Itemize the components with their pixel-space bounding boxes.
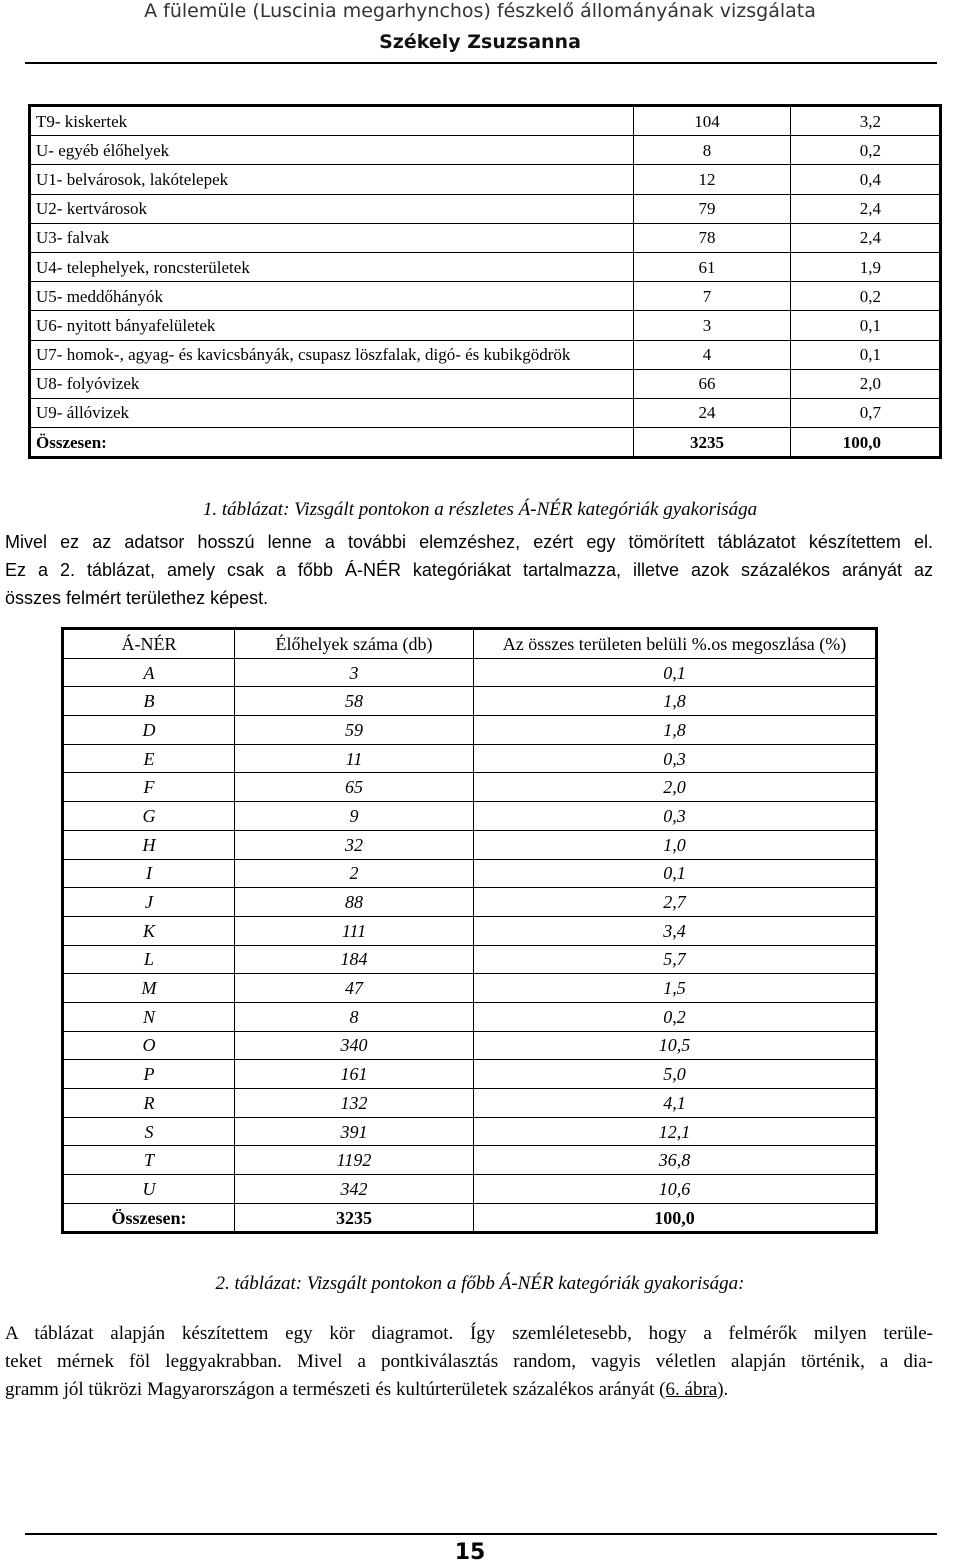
habitat-label: U- egyéb élőhelyek (30, 136, 634, 165)
table-row (30, 398, 941, 427)
category-code: D (63, 716, 235, 745)
habitat-label: U4- telephelyek, roncsterületek (30, 252, 634, 281)
category-code: G (63, 802, 235, 831)
habitat-count: 66 (634, 369, 791, 398)
conclusion-paragraph (5, 1320, 933, 1404)
habitat-percent: 1,9 (791, 252, 941, 281)
category-percent: 1,0 (474, 830, 877, 859)
category-count: 184 (235, 945, 474, 974)
category-code: A (63, 658, 235, 687)
category-code: M (63, 974, 235, 1003)
category-percent: 3,4 (474, 916, 877, 945)
habitat-percent: 0,7 (791, 398, 941, 427)
category-code: F (63, 773, 235, 802)
intro-paragraph-line: Mivel ez az adatsor hosszú lenne a további elemzéshez, ezért egy tömörített táblázatot készítettem el. (5, 532, 933, 552)
table-row (63, 802, 877, 831)
category-count: 1192 (235, 1146, 474, 1175)
table-row (63, 1117, 877, 1146)
habitat-count: 78 (634, 223, 791, 252)
table-header-row (63, 629, 877, 659)
conclusion-paragraph-line (5, 1376, 933, 1404)
category-count: 132 (235, 1089, 474, 1118)
habitat-count: 4 (634, 340, 791, 369)
table-row (63, 974, 877, 1003)
category-percent: 5,0 (474, 1060, 877, 1089)
habitat-count: 24 (634, 398, 791, 427)
habitat-label: U3- falvak (30, 223, 634, 252)
table-row (63, 744, 877, 773)
habitat-percent: 3,2 (791, 106, 941, 136)
habitat-percent: 0,4 (791, 165, 941, 194)
habitat-label: U2- kertvárosok (30, 194, 634, 223)
category-count: 88 (235, 888, 474, 917)
category-count: 58 (235, 687, 474, 716)
category-count: 65 (235, 773, 474, 802)
category-count: 111 (235, 916, 474, 945)
category-code: J (63, 888, 235, 917)
table-row (63, 687, 877, 716)
table-row (30, 194, 941, 223)
category-code: U (63, 1175, 235, 1204)
category-code: L (63, 945, 235, 974)
conclusion-paragraph-line: teket mérnek föl leggyakrabban. Mivel a pontkiválasztás random, vagyis véletlen alapján történik, a dia- (5, 1351, 933, 1372)
category-count: 32 (235, 830, 474, 859)
habitat-label: T9- kiskertek (30, 106, 634, 136)
habitat-percent: 0,2 (791, 282, 941, 311)
table-row (63, 916, 877, 945)
habitat-percent: 2,4 (791, 194, 941, 223)
conclusion-text: gramm jól tükrözi Magyarországon a természeti és kultúrterületek százalékos arányát ( (5, 1379, 666, 1400)
habitat-count: 61 (634, 252, 791, 281)
running-header-title: A fülemüle (Luscinia megarhynchos) fészkelő állományának vizsgálata (144, 0, 816, 22)
category-code: R (63, 1089, 235, 1118)
column-header-count: Élőhelyek száma (db) (235, 629, 474, 659)
table-row (63, 945, 877, 974)
total-percent: 100,0 (474, 1203, 877, 1233)
category-percent: 1,5 (474, 974, 877, 1003)
total-count: 3235 (634, 428, 791, 458)
category-count: 8 (235, 1002, 474, 1031)
total-label: Összesen: (30, 428, 634, 458)
table1-caption: 1. táblázat: Vizsgált pontokon a részletes Á-NÉR kategóriák gyakorisága (202, 499, 758, 520)
table2-caption: 2. táblázat: Vizsgált pontokon a főbb Á-NÉR kategóriák gyakorisága: (215, 1273, 745, 1294)
table-row (30, 136, 941, 165)
category-code: T (63, 1146, 235, 1175)
table-row (30, 106, 941, 136)
category-percent: 1,8 (474, 716, 877, 745)
habitat-detail-table (28, 104, 942, 459)
category-count: 342 (235, 1175, 474, 1204)
table-row (63, 888, 877, 917)
column-header-category: Á-NÉR (63, 629, 235, 659)
footer-divider (25, 1533, 937, 1535)
habitat-percent: 0,2 (791, 136, 941, 165)
table-row (30, 252, 941, 281)
category-count: 9 (235, 802, 474, 831)
table-row (63, 830, 877, 859)
habitat-percent: 2,0 (791, 369, 941, 398)
category-count: 3 (235, 658, 474, 687)
category-code: O (63, 1031, 235, 1060)
header-divider (25, 62, 937, 64)
table-row (30, 311, 941, 340)
category-code: E (63, 744, 235, 773)
table-row (63, 1146, 877, 1175)
table-row (63, 716, 877, 745)
habitat-count: 12 (634, 165, 791, 194)
table-row (63, 1089, 877, 1118)
habitat-label: U8- folyóvizek (30, 369, 634, 398)
table-row (30, 223, 941, 252)
category-count: 59 (235, 716, 474, 745)
category-code: K (63, 916, 235, 945)
habitat-count: 8 (634, 136, 791, 165)
table-row (63, 1175, 877, 1204)
category-code: P (63, 1060, 235, 1089)
category-count: 340 (235, 1031, 474, 1060)
intro-paragraph (5, 528, 933, 612)
category-code: I (63, 859, 235, 888)
category-percent: 0,1 (474, 859, 877, 888)
category-code: S (63, 1117, 235, 1146)
category-percent: 36,8 (474, 1146, 877, 1175)
category-code: B (63, 687, 235, 716)
category-percent: 10,6 (474, 1175, 877, 1204)
habitat-label: U6- nyitott bányafelületek (30, 311, 634, 340)
category-count: 391 (235, 1117, 474, 1146)
category-percent: 2,0 (474, 773, 877, 802)
habitat-label: U1- belvárosok, lakótelepek (30, 165, 634, 194)
total-row (30, 428, 941, 458)
category-percent: 0,3 (474, 802, 877, 831)
habitat-count: 3 (634, 311, 791, 340)
category-code: N (63, 1002, 235, 1031)
habitat-percent: 2,4 (791, 223, 941, 252)
category-percent: 5,7 (474, 945, 877, 974)
running-header-author: Székely Zsuzsanna (379, 31, 581, 53)
category-count: 11 (235, 744, 474, 773)
category-count: 161 (235, 1060, 474, 1089)
category-count: 2 (235, 859, 474, 888)
category-code: H (63, 830, 235, 859)
category-percent: 10,5 (474, 1031, 877, 1060)
category-percent: 1,8 (474, 687, 877, 716)
figure-reference-link[interactable]: 6. ábra) (665, 1379, 724, 1400)
table-row (63, 773, 877, 802)
habitat-percent: 0,1 (791, 340, 941, 369)
category-percent: 0,2 (474, 1002, 877, 1031)
category-percent: 0,3 (474, 744, 877, 773)
category-percent: 2,7 (474, 888, 877, 917)
total-count: 3235 (235, 1203, 474, 1233)
page-number: 15 (454, 1540, 486, 1565)
table-row (63, 1031, 877, 1060)
sentence-end: . (723, 1379, 729, 1400)
table-row (63, 1002, 877, 1031)
intro-paragraph-line: összes felmért területhez képest. (5, 588, 269, 608)
conclusion-paragraph-line: A táblázat alapján készítettem egy kör diagramot. Így szemléletesebb, hogy a felmérők milyen terüle- (5, 1323, 933, 1344)
intro-paragraph-line: Ez a 2. táblázat, amely csak a főbb Á-NÉR kategóriákat tartalmazza, illetve azok százalékos arányát az (5, 560, 933, 580)
category-percent: 4,1 (474, 1089, 877, 1118)
table-row (30, 369, 941, 398)
habitat-label: U9- állóvizek (30, 398, 634, 427)
table-row (63, 658, 877, 687)
table-row (30, 165, 941, 194)
habitat-count: 104 (634, 106, 791, 136)
category-count: 47 (235, 974, 474, 1003)
category-percent: 12,1 (474, 1117, 877, 1146)
habitat-label: U7- homok-, agyag- és kavicsbányák, csupasz löszfalak, digó- és kubikgödrök (30, 340, 634, 369)
column-header-percent: Az összes területen belüli %.os megoszlása (%) (474, 629, 877, 659)
habitat-label: U5- meddőhányók (30, 282, 634, 311)
total-label: Összesen: (63, 1203, 235, 1233)
habitat-summary-table (61, 627, 878, 1234)
habitat-count: 7 (634, 282, 791, 311)
habitat-percent: 0,1 (791, 311, 941, 340)
table-row (30, 340, 941, 369)
table-row (63, 1060, 877, 1089)
total-percent: 100,0 (791, 428, 941, 458)
table-row (30, 282, 941, 311)
table-row (63, 859, 877, 888)
total-row (63, 1203, 877, 1233)
habitat-count: 79 (634, 194, 791, 223)
category-percent: 0,1 (474, 658, 877, 687)
